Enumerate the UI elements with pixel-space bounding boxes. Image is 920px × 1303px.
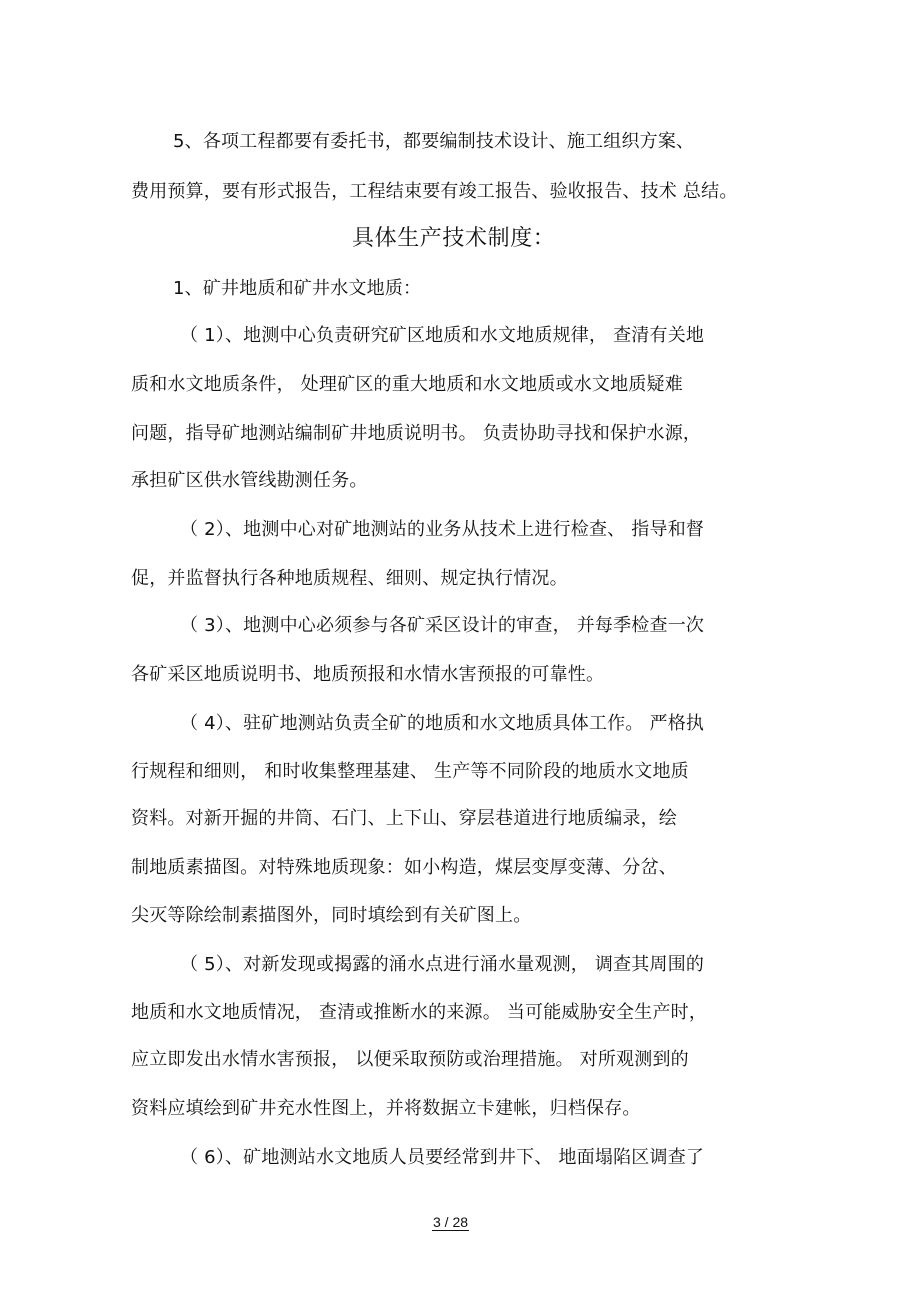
item-1-line-4: 承担矿区供水管线勘测任务。 [131, 470, 368, 491]
item-3-line-2: 各矿采区地质说明书、地质预报和水情水害预报的可靠性。 [131, 664, 605, 685]
item-4-line-1: （ 4）、驻矿地测站负责全矿的地质和水文地质具体工作。 严格执 [180, 713, 705, 734]
subsection-1-title: 1、矿井地质和矿井水文地质： [173, 278, 422, 299]
item-4-line-3: 资料。对新开掘的井筒、石门、上下山、穿层巷道进行地质编录，绘 [131, 808, 677, 829]
paragraph-5-line-1: 5、各项工程都要有委托书，都要编制技术设计、施工组织方案、 [173, 131, 695, 152]
section-heading: 具体生产技术制度： [352, 226, 556, 251]
item-5-line-1: （ 5）、对新发现或揭露的涌水点进行涌水量观测， 调查其周围的 [180, 954, 705, 975]
item-2-line-2: 促，并监督执行各种地质规程、细则、规定执行情况。 [131, 568, 568, 589]
item-4-line-5: 尖灭等除绘制素描图外，同时填绘到有关矿图上。 [131, 905, 532, 926]
item-5-line-4: 资料应填绘到矿井充水性图上，并将数据立卡建帐，归档保存。 [131, 1098, 641, 1119]
item-1-line-2: 质和水文地质条件， 处理矿区的重大地质和水文地质或水文地质疑难 [131, 374, 683, 395]
item-2-line-1: （ 2）、地测中心对矿地测站的业务从技术上进行检查、 指导和督 [180, 519, 705, 540]
item-1-line-1: （ 1）、地测中心负责研究矿区地质和水文地质规律， 查清有关地 [180, 325, 705, 346]
item-5-line-2: 地质和水文地质情况， 查清或推断水的来源。 当可能威胁安全生产时， [131, 1002, 708, 1023]
item-5-line-3: 应立即发出水情水害预报， 以便采取预防或治理措施。 对所观测到的 [131, 1049, 689, 1070]
item-1-line-3: 问题，指导矿地测站编制矿井地质说明书。 负责协助寻找和保护水源， [131, 423, 702, 444]
item-6-line-1: （ 6）、矿地测站水文地质人员要经常到井下、 地面塌陷区调查了 [180, 1147, 705, 1168]
paragraph-5-line-2: 费用预算，要有形式报告，工程结束要有竣工报告、验收报告、技术 总结。 [131, 181, 738, 202]
item-3-line-1: （ 3）、地测中心必须参与各矿采区设计的审查， 并每季检查一次 [180, 615, 705, 636]
item-4-line-4: 制地质素描图。对特殊地质现象：如小构造，煤层变厚变薄、分岔、 [131, 857, 677, 878]
item-4-line-2: 行规程和细则， 和时收集整理基建、 生产等不同阶段的地质水文地质 [131, 761, 689, 782]
page-indicator: 3 / 28 [433, 1214, 469, 1230]
